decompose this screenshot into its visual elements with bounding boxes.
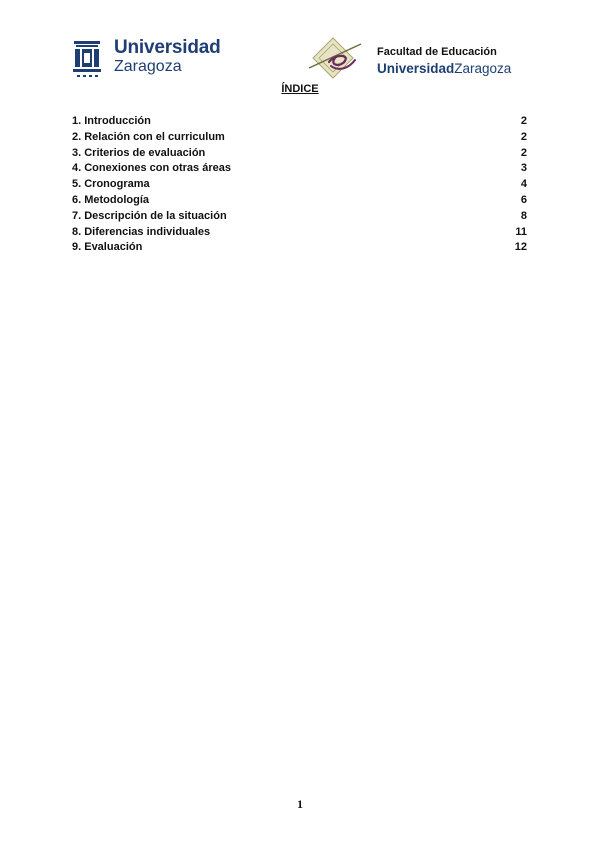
toc-entry-page: 2 — [520, 130, 527, 143]
toc-entry-page: 12 — [514, 241, 527, 254]
toc-entry[interactable] — [72, 146, 527, 162]
toc-entry[interactable] — [72, 114, 527, 130]
toc-entry[interactable] — [72, 130, 527, 146]
toc-entry-page: 3 — [520, 162, 527, 175]
toc-entry[interactable] — [72, 225, 527, 241]
toc-entry[interactable] — [72, 240, 527, 256]
faculty-university — [377, 61, 511, 76]
toc-entry[interactable] — [72, 177, 527, 193]
universidad-zaragoza-logo — [72, 38, 222, 82]
university-crest-icon — [72, 41, 102, 79]
toc-entry-page: 2 — [520, 146, 527, 159]
faculty-e-emblem-icon — [305, 34, 367, 82]
toc-entry-title: 6. Metodología — [72, 193, 149, 206]
faculty-university-bold: Universidad — [377, 61, 455, 76]
toc-entry[interactable] — [72, 193, 527, 209]
toc-entry[interactable] — [72, 209, 527, 225]
toc-entry-title: 9. Evaluación — [72, 241, 143, 254]
university-city: Zaragoza — [114, 58, 182, 75]
toc-entry-title: 3. Criterios de evaluación — [72, 146, 206, 159]
faculty-name: Facultad de Educación — [377, 46, 497, 58]
page-number: 1 — [297, 797, 303, 811]
toc-entry-title: 5. Cronograma — [72, 178, 150, 191]
toc-entry[interactable] — [72, 161, 527, 177]
toc-entry-title: 7. Descripción de la situación — [72, 209, 227, 222]
toc-entry-title: 8. Diferencias individuales — [72, 225, 211, 238]
university-name: Universidad — [114, 37, 221, 58]
toc-entry-title: 1. Introducción — [72, 115, 151, 127]
toc-entry-page: 8 — [520, 209, 527, 222]
toc-entry-page: 4 — [520, 178, 527, 191]
toc-entry-page: 11 — [515, 225, 527, 238]
faculty-university-city: Zaragoza — [454, 61, 512, 76]
toc-entry-page: 2 — [520, 115, 527, 127]
toc-entry-page: 6 — [520, 193, 527, 206]
facultad-educacion-logo — [305, 34, 520, 82]
toc-entry-title: 2. Relación con el curriculum — [72, 130, 225, 143]
index-heading: ÍNDICE — [281, 83, 319, 95]
toc-entry-title: 4. Conexiones con otras áreas — [72, 162, 231, 175]
table-of-contents — [72, 114, 527, 256]
